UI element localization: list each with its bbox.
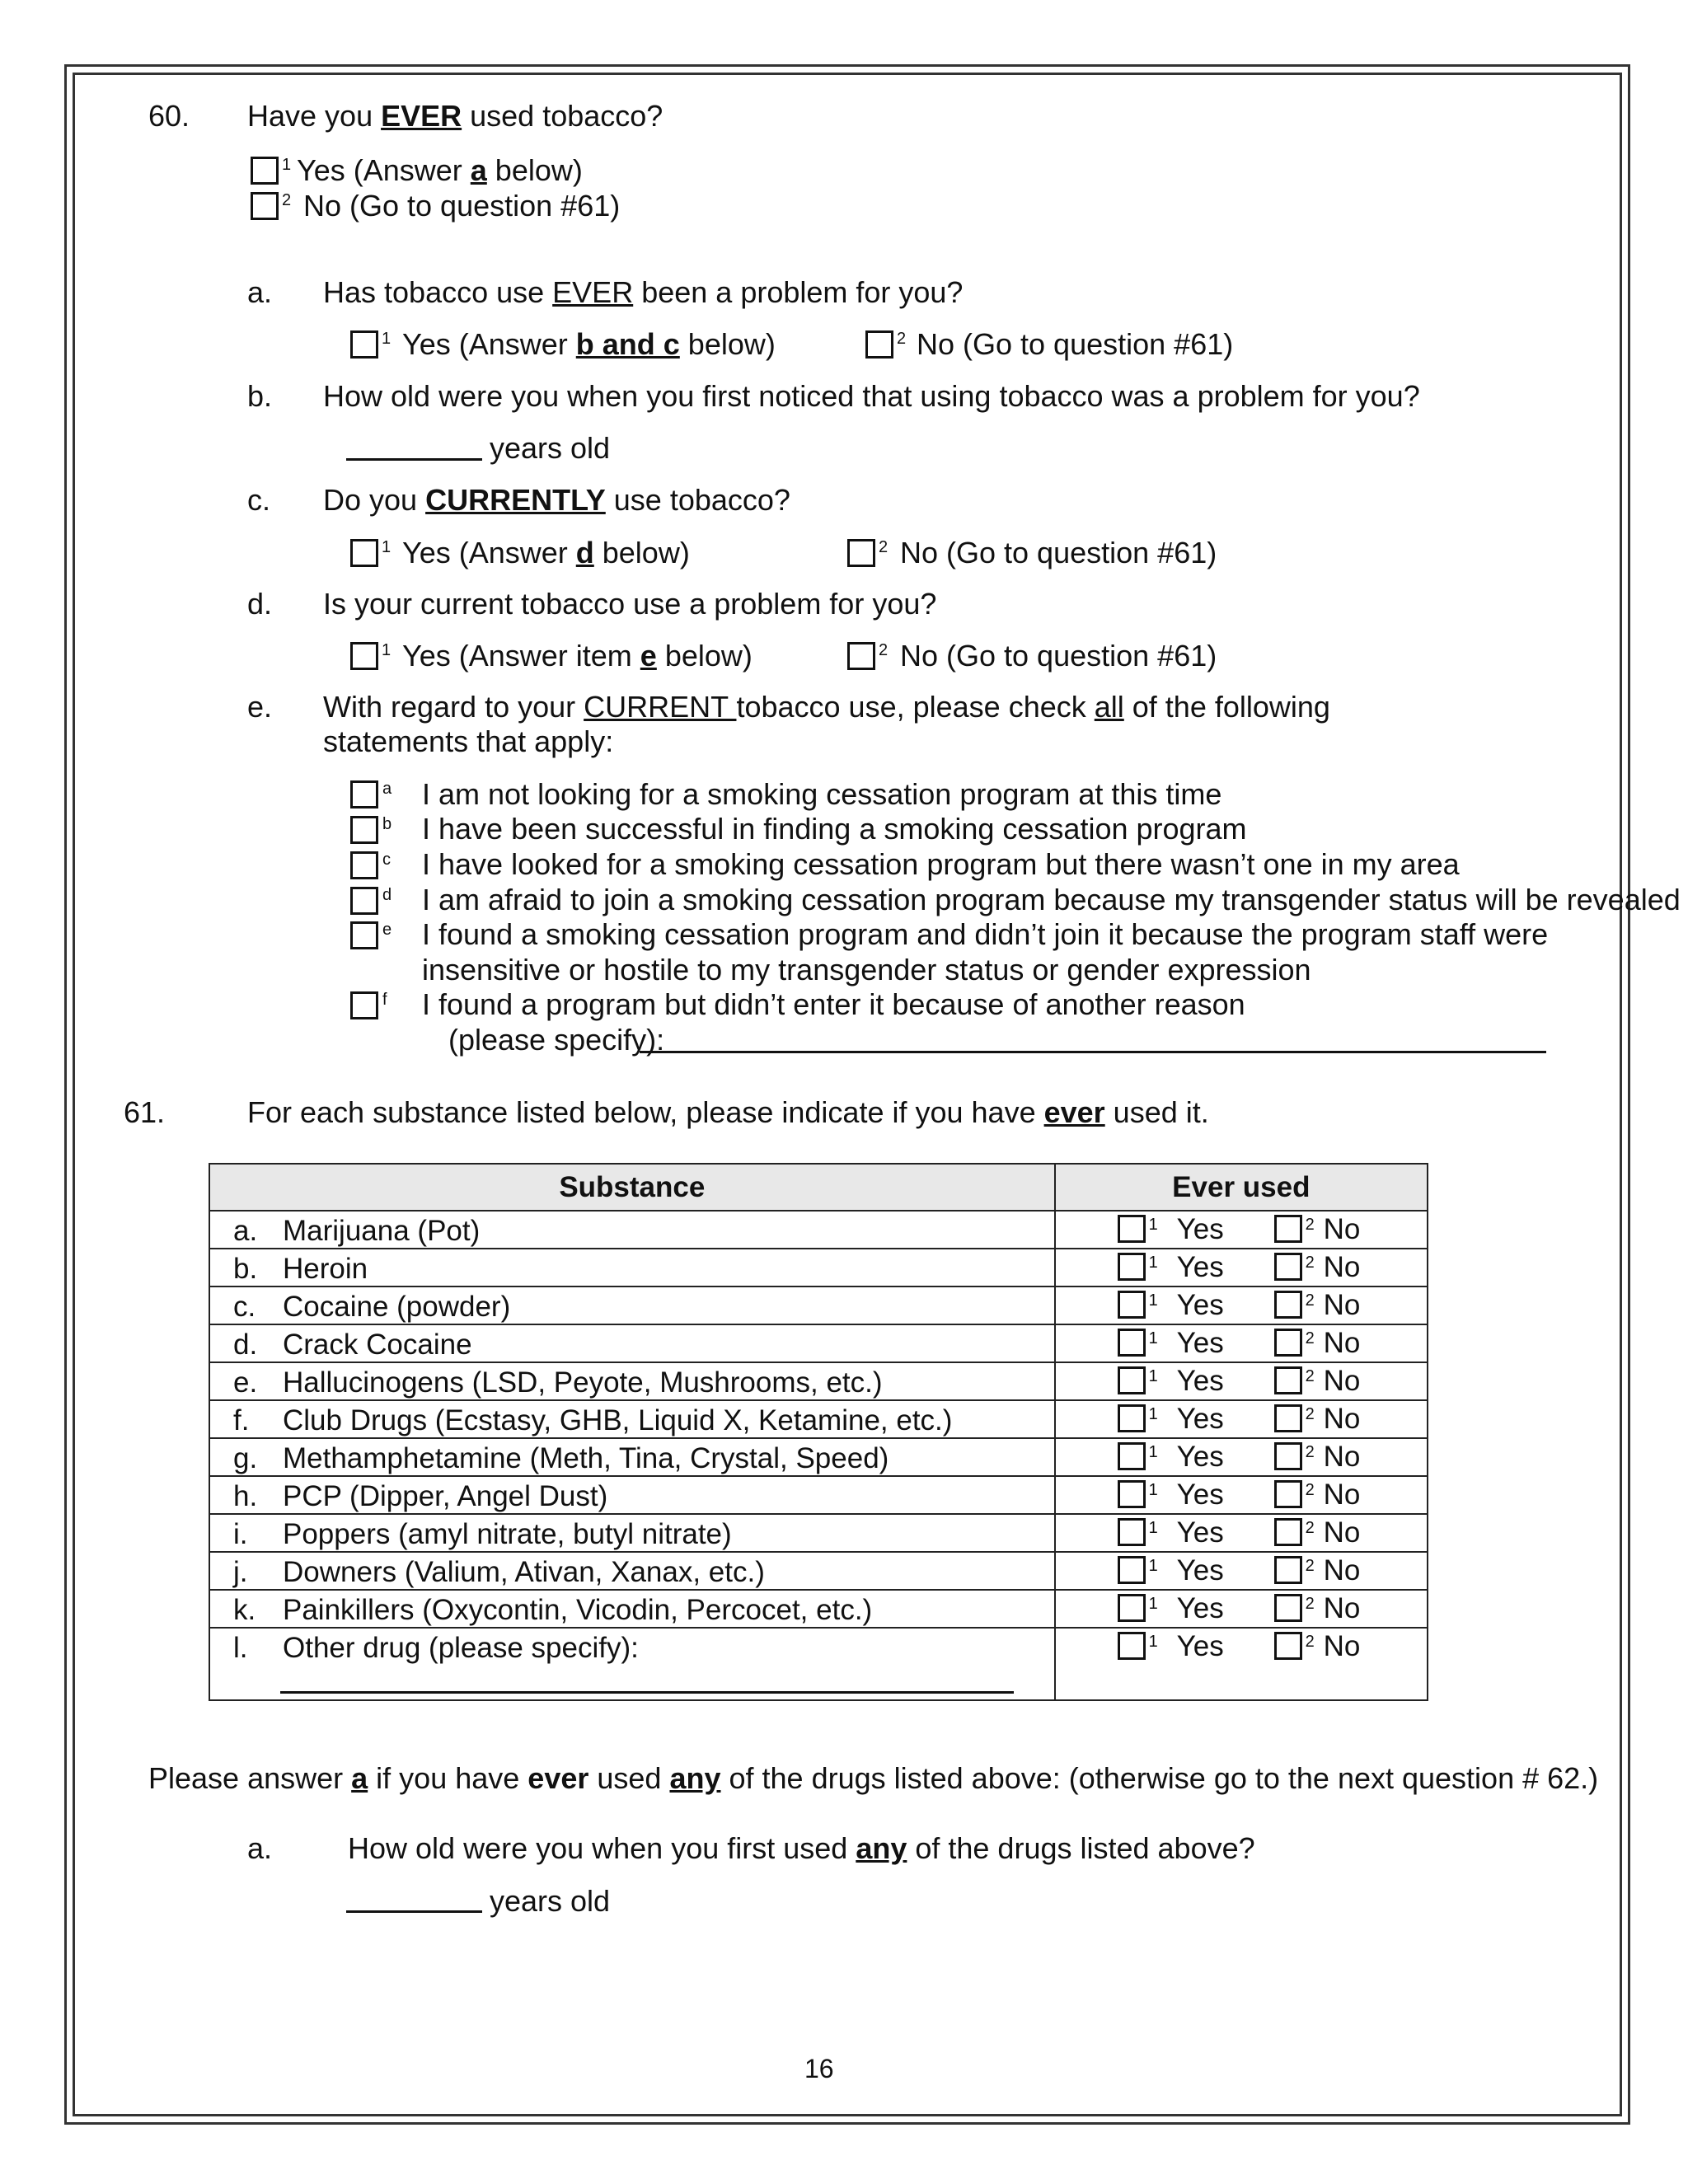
substance-name: PCP (Dipper, Angel Dust) [283, 1480, 608, 1512]
q60c-yes-checkbox[interactable] [350, 539, 378, 567]
substance-letter: f. [233, 1404, 250, 1436]
q60c-no-checkbox[interactable] [847, 539, 875, 567]
q60a-label: a. [247, 275, 273, 309]
yes-label: Yes [1176, 1516, 1224, 1549]
q60c-no-code: 2 [879, 538, 889, 556]
yes-checkbox[interactable] [1118, 1480, 1146, 1508]
yes-label: Yes [1176, 1213, 1224, 1245]
substance-name: Hallucinogens (LSD, Peyote, Mushrooms, etc.) [283, 1366, 883, 1399]
table-row [209, 1552, 1428, 1590]
substance-name: Poppers (amyl nitrate, butyl nitrate) [283, 1518, 732, 1550]
q60e-item-c-checkbox[interactable] [350, 851, 378, 879]
no-label: No [1323, 1213, 1361, 1245]
yes-code: 1 [1148, 1291, 1158, 1310]
q60e-item-e-text: I found a smoking cessation program and didn’t join it because the program staff were [422, 917, 1549, 951]
followup-instruction: Please answer a if you have ever used any of the drugs listed above: (otherwise go to the next question # 62.) [148, 1761, 1599, 1795]
q60c-no-label: No (Go to question #61) [900, 536, 1217, 569]
no-label: No [1323, 1592, 1361, 1624]
no-checkbox[interactable] [1274, 1518, 1302, 1546]
substance-cell [209, 1249, 1055, 1286]
yes-label: Yes [1176, 1479, 1224, 1511]
question-60-number: 60. [148, 99, 190, 133]
yes-label: Yes [1176, 1403, 1224, 1435]
substance-cell [209, 1400, 1055, 1438]
q60e-item-e-code: e [382, 921, 392, 939]
yes-checkbox[interactable] [1118, 1442, 1146, 1470]
substance-name: Marijuana (Pot) [283, 1215, 481, 1247]
table-row [209, 1590, 1428, 1628]
q60c-label: c. [247, 483, 271, 517]
q60e-item-c-text: I have looked for a smoking cessation program but there wasn’t one in my area [422, 847, 1460, 881]
table-row [209, 1249, 1428, 1286]
table-row [209, 1476, 1428, 1514]
yes-checkbox[interactable] [1118, 1291, 1146, 1319]
table-row [209, 1628, 1428, 1700]
q60e-item-d-text: I am afraid to join a smoking cessation program because my transgender status will be revealed [422, 883, 1681, 916]
yes-checkbox[interactable] [1118, 1329, 1146, 1357]
no-label: No [1323, 1365, 1361, 1397]
yes-label: Yes [1176, 1441, 1224, 1473]
q60d-yes-code: 1 [382, 641, 392, 659]
substance-letter: b. [233, 1253, 258, 1285]
q60e-specify-input[interactable] [640, 1051, 1546, 1053]
yes-code: 1 [1148, 1443, 1158, 1461]
yes-code: 1 [1148, 1633, 1158, 1651]
substance-name: Methamphetamine (Meth, Tina, Crystal, Speed) [283, 1442, 889, 1474]
q60e-item-f-checkbox[interactable] [350, 991, 378, 1019]
substance-cell [209, 1286, 1055, 1324]
other-drug-specify-input[interactable] [280, 1691, 1014, 1694]
q60e-item-e-checkbox[interactable] [350, 921, 378, 949]
q60a-no-checkbox[interactable] [865, 330, 893, 359]
followup-a-label: a. [247, 1831, 273, 1865]
ever-used-cell [1055, 1438, 1428, 1476]
yes-checkbox[interactable] [1118, 1215, 1146, 1243]
yes-code: 1 [1148, 1216, 1158, 1234]
no-checkbox[interactable] [1274, 1632, 1302, 1660]
no-checkbox[interactable] [1274, 1556, 1302, 1584]
substance-letter: a. [233, 1215, 258, 1247]
no-checkbox[interactable] [1274, 1253, 1302, 1281]
no-label: No [1323, 1630, 1361, 1662]
followup-answer-suffix: years old [490, 1884, 611, 1918]
substance-letter: k. [233, 1594, 256, 1626]
q60e-item-d-checkbox[interactable] [350, 887, 378, 915]
substance-column-header: Substance [209, 1164, 1055, 1211]
q60e-item-a-text: I am not looking for a smoking cessation program at this time [422, 777, 1222, 811]
yes-code: 1 [1148, 1557, 1158, 1575]
substance-cell [209, 1514, 1055, 1552]
no-checkbox[interactable] [1274, 1329, 1302, 1357]
q60e-item-b-text: I have been successful in finding a smoking cessation program [422, 812, 1247, 846]
table-row [209, 1362, 1428, 1400]
q60c-yes-code: 1 [382, 538, 392, 556]
q60e-item-b-code: b [382, 815, 392, 833]
substance-cell [209, 1628, 1055, 1700]
q60e-item-f-code: f [382, 991, 387, 1009]
no-code: 2 [1305, 1519, 1315, 1537]
q60a-yes-code: 1 [382, 330, 392, 348]
q60e-item-a-code: a [382, 780, 392, 798]
no-checkbox[interactable] [1274, 1291, 1302, 1319]
substance-cell [209, 1552, 1055, 1590]
q60d-no-code: 2 [879, 641, 889, 659]
ever-used-cell [1055, 1249, 1428, 1286]
ever-used-cell [1055, 1628, 1428, 1700]
substance-name: Heroin [283, 1253, 368, 1285]
yes-code: 1 [1148, 1367, 1158, 1385]
substance-letter: j. [233, 1556, 248, 1588]
q60d-no-label: No (Go to question #61) [900, 639, 1217, 673]
ever-used-cell [1055, 1514, 1428, 1552]
q60a-yes-checkbox[interactable] [350, 330, 378, 359]
q60a-yes-label: Yes (Answer b and c below) [402, 327, 776, 361]
table-row [209, 1286, 1428, 1324]
yes-code: 1 [1148, 1254, 1158, 1272]
yes-code: 1 [1148, 1481, 1158, 1499]
followup-a-question: How old were you when you first used any of the drugs listed above? [348, 1831, 1255, 1865]
yes-checkbox[interactable] [1118, 1253, 1146, 1281]
substance-name: Painkillers (Oxycontin, Vicodin, Percocet, etc.) [283, 1594, 873, 1626]
followup-age-input[interactable] [346, 1910, 482, 1913]
no-code: 2 [1305, 1443, 1315, 1461]
substance-name: Club Drugs (Ecstasy, GHB, Liquid X, Ketamine, etc.) [283, 1404, 953, 1436]
q60-no-checkbox[interactable] [251, 192, 279, 220]
no-label: No [1323, 1327, 1361, 1359]
q60e-item-e-text-cont: insensitive or hostile to my transgender status or gender expression [422, 953, 1311, 987]
no-checkbox[interactable] [1274, 1480, 1302, 1508]
ever-used-cell [1055, 1286, 1428, 1324]
substance-letter: d. [233, 1329, 258, 1361]
ever-used-column-header: Ever used [1055, 1164, 1428, 1211]
table-row [209, 1211, 1428, 1249]
q60d-question: Is your current tobacco use a problem for you? [323, 587, 937, 621]
substance-name: Cocaine (powder) [283, 1291, 511, 1323]
substance-letter: l. [233, 1632, 248, 1664]
q60a-no-label: No (Go to question #61) [917, 327, 1234, 361]
page-number: 16 [804, 2054, 834, 2083]
ever-used-cell [1055, 1400, 1428, 1438]
no-label: No [1323, 1289, 1361, 1321]
q60-yes-label: Yes (Answer a below) [297, 153, 583, 187]
substance-letter: i. [233, 1518, 248, 1550]
ever-used-cell [1055, 1324, 1428, 1362]
no-code: 2 [1305, 1481, 1315, 1499]
yes-checkbox[interactable] [1118, 1366, 1146, 1394]
no-checkbox[interactable] [1274, 1366, 1302, 1394]
yes-label: Yes [1176, 1554, 1224, 1586]
q60c-question: Do you CURRENTLY use tobacco? [323, 483, 790, 517]
q60d-yes-checkbox[interactable] [350, 642, 378, 670]
yes-checkbox[interactable] [1118, 1632, 1146, 1660]
q60e-item-b-checkbox[interactable] [350, 816, 378, 844]
q60-yes-code: 1 [282, 156, 292, 174]
q60c-yes-label: Yes (Answer d below) [402, 536, 690, 569]
no-checkbox[interactable] [1274, 1594, 1302, 1622]
substance-cell [209, 1476, 1055, 1514]
yes-label: Yes [1176, 1630, 1224, 1662]
yes-checkbox[interactable] [1118, 1518, 1146, 1546]
table-header-row [209, 1164, 1428, 1211]
ever-used-cell [1055, 1552, 1428, 1590]
yes-checkbox[interactable] [1118, 1556, 1146, 1584]
no-label: No [1323, 1554, 1361, 1586]
no-code: 2 [1305, 1329, 1315, 1347]
q60b-age-input[interactable] [346, 458, 482, 461]
yes-code: 1 [1148, 1519, 1158, 1537]
yes-label: Yes [1176, 1592, 1224, 1624]
question-61-text: For each substance listed below, please indicate if you have ever used it. [247, 1095, 1209, 1129]
q60d-label: d. [247, 587, 273, 621]
substance-cell [209, 1438, 1055, 1476]
yes-label: Yes [1176, 1327, 1224, 1359]
no-code: 2 [1305, 1595, 1315, 1613]
no-code: 2 [1305, 1557, 1315, 1575]
yes-checkbox[interactable] [1118, 1404, 1146, 1432]
ever-used-cell [1055, 1211, 1428, 1249]
q60b-question: How old were you when you first noticed that using tobacco was a problem for you? [323, 379, 1420, 413]
table-row [209, 1400, 1428, 1438]
substance-letter: e. [233, 1366, 258, 1399]
no-checkbox[interactable] [1274, 1215, 1302, 1243]
no-code: 2 [1305, 1633, 1315, 1651]
substance-cell [209, 1324, 1055, 1362]
q60a-no-code: 2 [897, 330, 907, 348]
no-code: 2 [1305, 1216, 1315, 1234]
q60e-item-d-code: d [382, 886, 392, 904]
q60a-question: Has tobacco use EVER been a problem for you? [323, 275, 964, 309]
yes-label: Yes [1176, 1289, 1224, 1321]
no-label: No [1323, 1516, 1361, 1549]
substance-name: Crack Cocaine [283, 1329, 472, 1361]
q60e-item-c-code: c [382, 851, 391, 869]
yes-label: Yes [1176, 1251, 1224, 1283]
q60-no-label: No (Go to question #61) [303, 189, 621, 223]
q60b-answer-suffix: years old [490, 431, 611, 465]
substance-name: Other drug (please specify): [283, 1632, 639, 1664]
q60e-item-a-checkbox[interactable] [350, 780, 378, 808]
q60d-yes-label: Yes (Answer item e below) [402, 639, 753, 673]
ever-used-cell [1055, 1590, 1428, 1628]
no-checkbox[interactable] [1274, 1442, 1302, 1470]
no-label: No [1323, 1251, 1361, 1283]
no-code: 2 [1305, 1291, 1315, 1310]
substance-cell [209, 1211, 1055, 1249]
no-code: 2 [1305, 1254, 1315, 1272]
ever-used-cell [1055, 1362, 1428, 1400]
yes-code: 1 [1148, 1405, 1158, 1423]
q60d-no-checkbox[interactable] [847, 642, 875, 670]
no-label: No [1323, 1479, 1361, 1511]
no-code: 2 [1305, 1367, 1315, 1385]
substance-letter: g. [233, 1442, 258, 1474]
no-label: No [1323, 1441, 1361, 1473]
question-61-number: 61. [124, 1095, 166, 1129]
ever-used-cell [1055, 1476, 1428, 1514]
yes-code: 1 [1148, 1595, 1158, 1613]
q60e-item-f-text: I found a program but didn’t enter it because of another reason [422, 987, 1245, 1021]
substance-cell [209, 1362, 1055, 1400]
yes-checkbox[interactable] [1118, 1594, 1146, 1622]
q60e-label: e. [247, 690, 273, 724]
table-row [209, 1438, 1428, 1476]
q60e-question-line1: With regard to your CURRENT tobacco use, please check all of the following [323, 690, 1330, 724]
substance-name: Downers (Valium, Ativan, Xanax, etc.) [283, 1556, 765, 1588]
yes-label: Yes [1176, 1365, 1224, 1397]
no-code: 2 [1305, 1405, 1315, 1423]
q60-yes-checkbox[interactable] [251, 157, 279, 185]
q60e-question-line2: statements that apply: [323, 724, 614, 758]
q60-no-code: 2 [282, 191, 292, 209]
q60e-specify-label: (please specify): [448, 1023, 665, 1057]
substance-table [209, 1163, 1428, 1701]
substance-letter: c. [233, 1291, 256, 1323]
substance-cell [209, 1590, 1055, 1628]
no-label: No [1323, 1403, 1361, 1435]
table-row [209, 1324, 1428, 1362]
substance-letter: h. [233, 1480, 258, 1512]
q60b-label: b. [247, 379, 273, 413]
yes-code: 1 [1148, 1329, 1158, 1347]
table-row [209, 1514, 1428, 1552]
question-60-text: Have you EVER used tobacco? [247, 99, 663, 133]
no-checkbox[interactable] [1274, 1404, 1302, 1432]
